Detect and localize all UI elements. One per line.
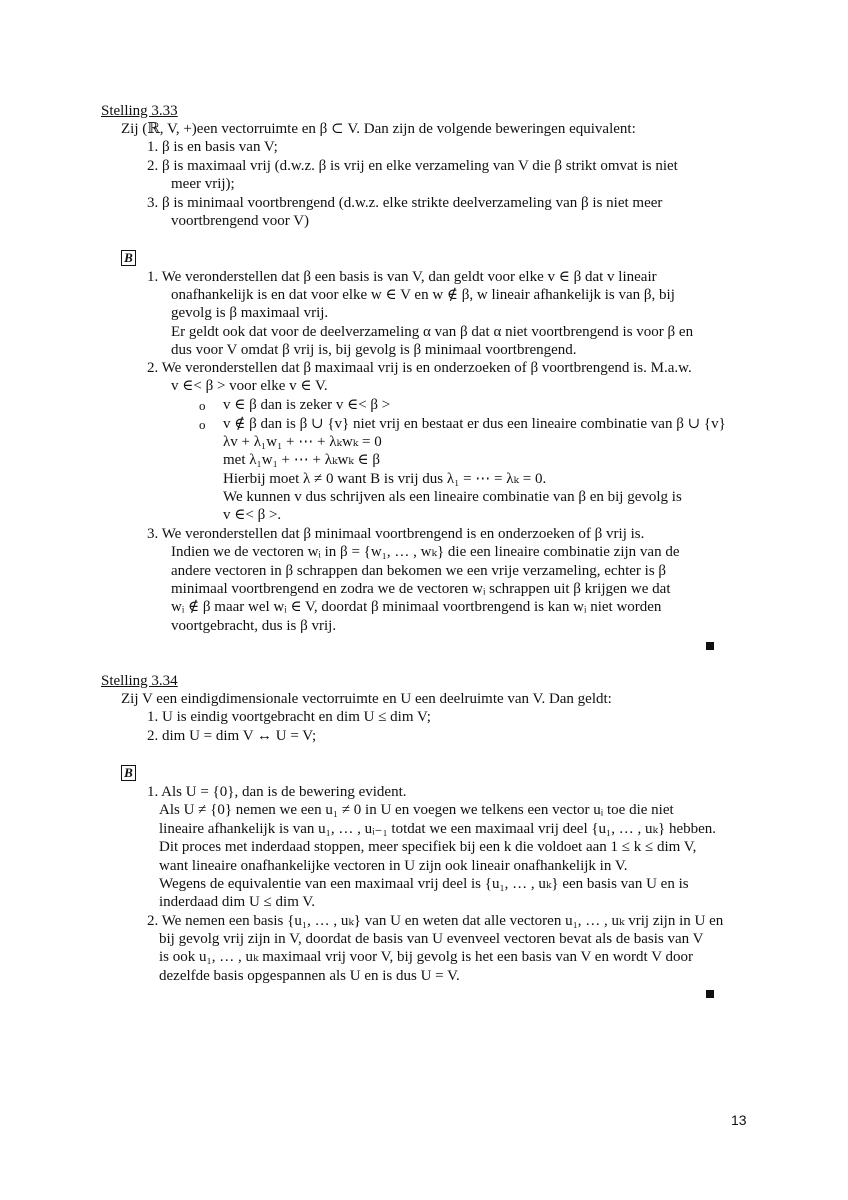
proof-line: wᵢ ∉ β maar wel wᵢ ∈ V, doordat β minimaal voortbrengend is kan wᵢ niet worden	[171, 599, 662, 615]
proof-line: want lineaire onafhankelijke vectoren in U zijn ook lineair onafhankelijk in V.	[159, 858, 628, 874]
theorem-item: meer vrij);	[171, 176, 235, 192]
theorem-heading: Stelling 3.33	[101, 103, 178, 119]
theorem-statement: Zij V een eindigdimensionale vectorruimte en U een deelruimte van V. Dan geldt:	[121, 691, 612, 707]
bullet-icon: o	[199, 398, 206, 413]
proof-line: voortgebracht, dus is β vrij.	[171, 618, 337, 634]
proof-line: Als U ≠ {0} nemen we een u₁ ≠ 0 in U en voegen we telkens een vector uᵢ toe die niet	[159, 802, 674, 818]
proof-line: dezelfde basis opgespannen als U en is dus U = V.	[159, 968, 460, 984]
proof-line: inderdaad dim U ≤ dim V.	[159, 894, 315, 910]
proof-line: λv + λ₁w₁ + ⋯ + λₖwₖ = 0	[223, 434, 382, 450]
theorem-item: 2. dim U = dim V ↔ U = V;	[147, 728, 317, 744]
theorem-item: voortbrengend voor V)	[171, 213, 310, 229]
proof-line: Hierbij moet λ ≠ 0 want B is vrij dus λ₁ = ⋯ = λₖ = 0.	[223, 471, 547, 487]
bullet-icon: o	[199, 417, 206, 432]
proof-mark-icon: B	[121, 765, 136, 781]
proof-line: lineaire afhankelijk is van u₁, … , uᵢ₋₁ totdat we een maximaal vrij deel {u₁, … , uₖ} hebben.	[159, 821, 717, 837]
theorem-item: 1. β is en basis van V;	[147, 139, 278, 155]
proof-line: minimaal voortbrengend en zodra we de vectoren wᵢ schrappen uit β krijgen we dat	[171, 581, 671, 597]
proof-line: 1. Als U = {0}, dan is de bewering evident.	[147, 784, 407, 800]
proof-line: onafhankelijk is en dat voor elke w ∈ V en w ∉ β, w lineair afhankelijk is van β, bij	[171, 287, 675, 303]
theorem-item: 3. β is minimaal voortbrengend (d.w.z. elke strikte deelverzameling van β is niet meer	[147, 195, 663, 211]
proof-line: Er geldt ook dat voor de deelverzameling α van β dat α niet voortbrengend is voor β en	[171, 324, 694, 340]
proof-mark-icon: B	[121, 250, 136, 266]
proof-line: met λ₁w₁ + ⋯ + λₖwₖ ∈ β	[223, 452, 381, 468]
theorem-item: 1. U is eindig voortgebracht en dim U ≤ dim V;	[147, 709, 431, 725]
proof-line: andere vectoren in β schrappen dan bekomen we een vrije verzameling, echter is β	[171, 563, 667, 579]
qed-icon	[706, 990, 714, 998]
proof-line: 3. We veronderstellen dat β minimaal voortbrengend is en onderzoeken of β vrij is.	[147, 526, 645, 542]
proof-line: gevolg is β maximaal vrij.	[171, 305, 329, 321]
qed-icon	[706, 642, 714, 650]
proof-line: v ∉ β dan is β ∪ {v} niet vrij en bestaat er dus een lineaire combinatie van β ∪ {v}	[223, 416, 726, 432]
proof-line: 1. We veronderstellen dat β een basis is van V, dan geldt voor elke v ∈ β dat v lineair	[147, 269, 657, 285]
proof-line: v ∈ β dan is zeker v ∈< β >	[223, 397, 391, 413]
proof-line: Indien we de vectoren wᵢ in β = {w₁, … , wₖ} die een lineaire combinatie zijn van de	[171, 544, 680, 560]
proof-line: dus voor V omdat β vrij is, bij gevolg is β minimaal voortbrengend.	[171, 342, 577, 358]
page-number: 13	[731, 1112, 747, 1128]
proof-line: 2. We nemen een basis {u₁, … , uₖ} van U en weten dat alle vectoren u₁, … , uₖ vrij zijn in U en	[147, 913, 724, 929]
theorem-item: 2. β is maximaal vrij (d.w.z. β is vrij en elke verzameling van V die β strikt omvat is niet	[147, 158, 678, 174]
proof-line: 2. We veronderstellen dat β maximaal vrij is en onderzoeken of β voortbrengend is. M.a.w.	[147, 360, 692, 376]
proof-line: is ook u₁, … , uₖ maximaal vrij voor V, bij gevolg is het een basis van V en wordt V door	[159, 949, 693, 965]
theorem-heading: Stelling 3.34	[101, 673, 178, 689]
proof-line: Dit proces met inderdaad stoppen, meer specifiek bij een k die voldoet aan 1 ≤ k ≤ dim V,	[159, 839, 697, 855]
proof-line: We kunnen v dus schrijven als een lineaire combinatie van β en bij gevolg is	[223, 489, 682, 505]
proof-line: bij gevolg vrij zijn in V, doordat de basis van U evenveel vectoren bevat als de basis van V	[159, 931, 704, 947]
proof-line: v ∈< β > voor elke v ∈ V.	[171, 378, 328, 394]
proof-line: Wegens de equivalentie van een maximaal vrij deel is {u₁, … , uₖ} een basis van U en is	[159, 876, 689, 892]
proof-line: v ∈< β >.	[223, 507, 282, 523]
theorem-statement: Zij (ℝ, V, +)een vectorruimte en β ⊂ V. Dan zijn de volgende beweringen equivalent:	[121, 121, 636, 137]
